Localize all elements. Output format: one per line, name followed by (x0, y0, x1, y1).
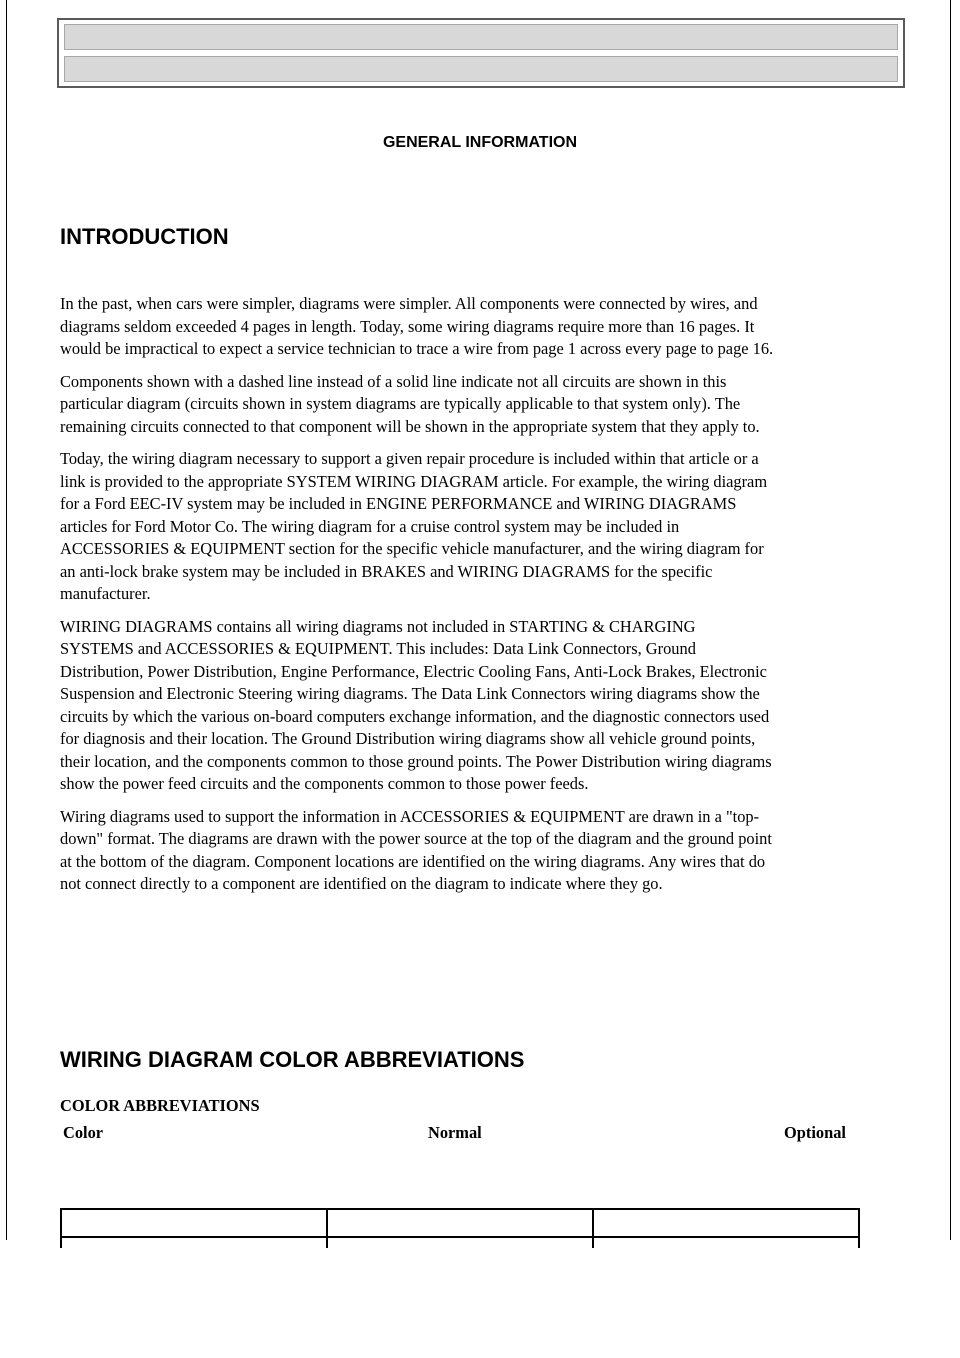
table-top-border (60, 1208, 860, 1210)
paragraph: Components shown with a dashed line instead of a solid line indicate not all circuits are shown in this particular diagram (circuits shown in system diagrams are typically applicable to that system only). The remaining circuits connected to that component will be shown in the appropriate system that they apply to. (60, 371, 760, 436)
table-column-divider (60, 1208, 62, 1248)
left-border-rule (6, 0, 7, 1240)
right-border-rule (950, 0, 951, 1240)
paragraph: In the past, when cars were simpler, diagrams were simpler. All components were connected by wires, and diagrams seldom exceeded 4 pages in length. Today, some wiring diagrams require more than 16 pages. It would be impractical to expect a service technician to trace a wire from page 1 across every page to page 16. (60, 294, 774, 358)
header-table-row (64, 24, 898, 50)
header-table-frame (57, 18, 905, 88)
color-abbreviations-heading: WIRING DIAGRAM COLOR ABBREVIATIONS (60, 1047, 525, 1072)
section-title: GENERAL INFORMATION (382, 134, 578, 151)
column-header-normal: Normal (428, 1123, 482, 1142)
table-column-divider (326, 1208, 328, 1248)
table-row-divider (60, 1236, 860, 1238)
paragraph: Today, the wiring diagram necessary to support a given repair procedure is included within that article or a link is provided to the appropriate SYSTEM WIRING DIAGRAM article. For example, the wiring diagram for a Ford EEC-IV system may be included in ENGINE PERFORMANCE and WIRING DIAGRAMS articles for Ford Motor Co. The wiring diagram for a cruise control system may be included in ACCESSORIES & EQUIPMENT section for the specific vehicle manufacturer, and the wiring diagram for an anti-lock brake system may be included in BRAKES and WIRING DIAGRAMS for the specific manufacturer. (60, 449, 768, 603)
introduction-heading: INTRODUCTION (60, 224, 229, 249)
table-title: COLOR ABBREVIATIONS (60, 1096, 260, 1115)
table-column-divider (592, 1208, 594, 1248)
header-table-row (64, 56, 898, 82)
color-table-grid (60, 1208, 860, 1248)
column-header-optional: Optional (784, 1123, 846, 1142)
table-column-divider (858, 1208, 860, 1248)
paragraph: Wiring diagrams used to support the information in ACCESSORIES & EQUIPMENT are drawn in a "top- down" format. The diagrams are drawn with the power source at the top of the diagram and the ground point at the bottom of the diagram. Component locations are identified on the wiring diagrams. Any wires that do not connect directly to a component are identified on the diagram to indicate where they go. (60, 806, 772, 893)
introduction-body (60, 293, 910, 906)
paragraph: WIRING DIAGRAMS contains all wiring diagrams not included in STARTING & CHARGING SYSTEMS and ACCESSORIES & EQUIPMENT. This includes: Data Link Connectors, Ground Distribution, Power Distribution, Engine Performance, Electric Cooling Fans, Anti-Lock Brakes, Electronic Suspension and Electronic Steering wiring diagrams. The Data Link Connectors wiring diagrams show the circuits by which the various on-board computers exchange information, and the diagnostic connectors used for diagnosis and their location. The Ground Distribution wiring diagrams show all vehicle ground points, their location, and the components common to those ground points. The Power Distribution wiring diagrams show the power feed circuits and the components common to those power feeds. (60, 616, 772, 793)
column-header-color: Color (63, 1123, 104, 1142)
